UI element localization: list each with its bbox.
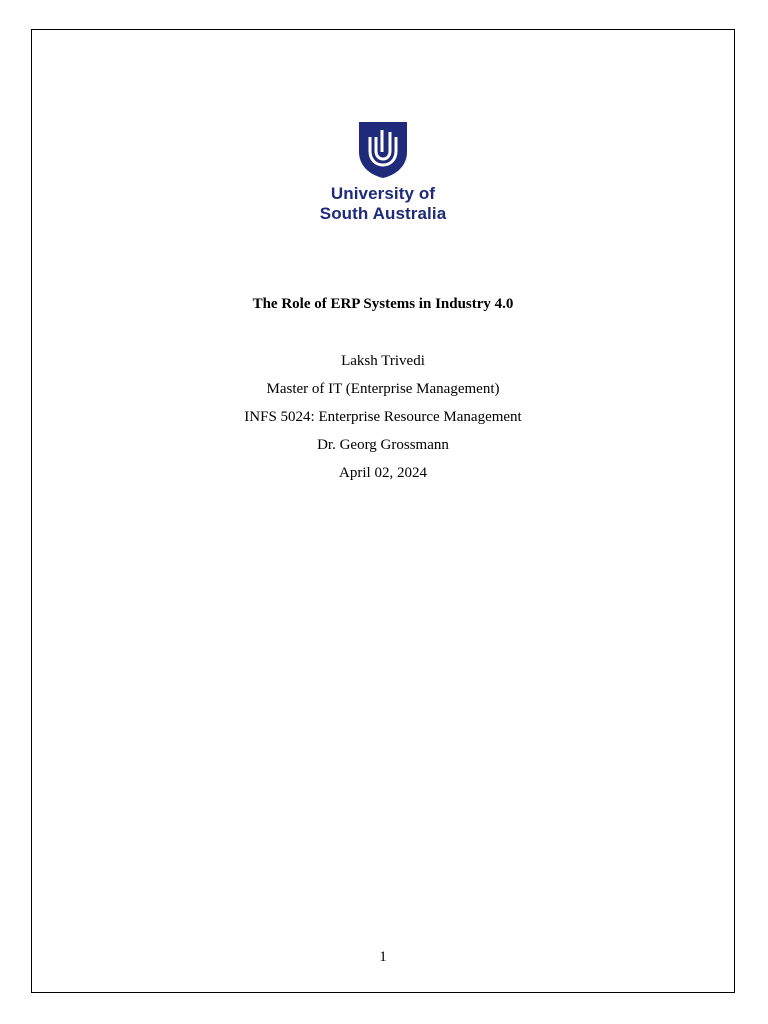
author-name: Laksh Trivedi <box>341 353 425 369</box>
degree-program: Master of IT (Enterprise Management) <box>266 381 500 397</box>
title-page-details <box>32 351 734 491</box>
university-name-line2: South Australia <box>319 204 447 223</box>
university-shield-icon <box>359 122 407 178</box>
course-name: INFS 5024: Enterprise Resource Management <box>244 409 522 425</box>
instructor-name: Dr. Georg Grossmann <box>317 437 449 453</box>
document-page <box>31 29 735 993</box>
document-title: The Role of ERP Systems in Industry 4.0 <box>252 296 514 312</box>
page-number: 1 <box>379 949 387 965</box>
university-logo <box>32 122 734 226</box>
submission-date: April 02, 2024 <box>339 465 427 481</box>
university-name <box>320 184 447 224</box>
university-name-line1: University of <box>330 184 436 203</box>
